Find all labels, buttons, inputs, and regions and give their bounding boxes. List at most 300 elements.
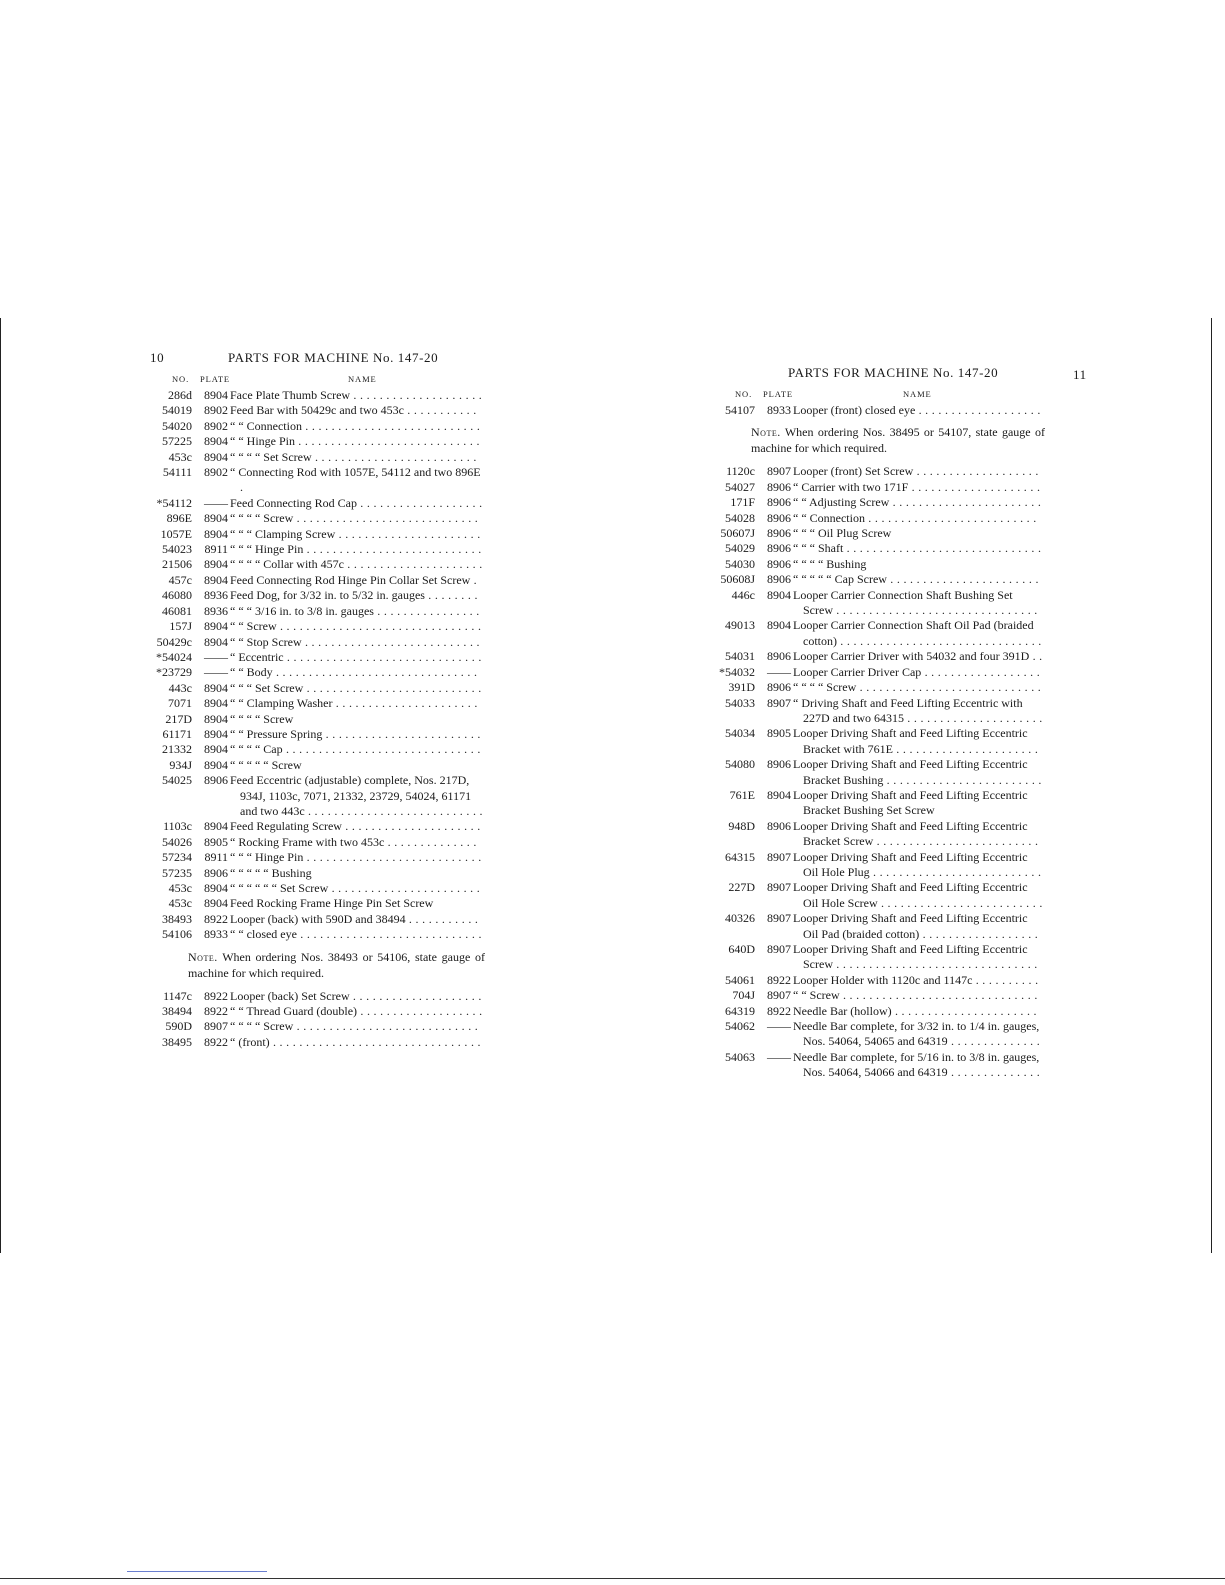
part-name xyxy=(228,635,485,650)
part-row xyxy=(150,881,485,896)
part-row xyxy=(713,696,1045,727)
plate-number: —— xyxy=(204,665,228,680)
part-row xyxy=(713,588,1045,619)
leader-dots: . . . . . . . . . . . . . . . . . . . . . . . . . . . . . . . . xyxy=(269,1034,481,1049)
running-title: PARTS FOR MACHINE No. 147-20 xyxy=(788,365,999,380)
note-text: When ordering Nos. 38495 or 54107, state gauge of machine for which required. xyxy=(751,425,1045,456)
plate-number: 8936 xyxy=(204,588,228,603)
leader-dots: . . . . . . . . . . . . . . . . . . . . . xyxy=(343,557,483,572)
part-number: 54026 xyxy=(162,834,192,849)
plate-number: 8907 xyxy=(767,880,791,895)
part-name xyxy=(228,681,485,696)
column-header-no: NO. xyxy=(735,389,753,399)
plate-number: 8904 xyxy=(204,757,228,772)
leader-dots: . xyxy=(240,480,244,495)
scan-bottom-line xyxy=(0,1578,1225,1579)
leader-dots: . . . . . . . . . . . . . . . . . . . . . xyxy=(904,710,1043,725)
part-row xyxy=(150,588,485,603)
part-number: 54023 xyxy=(162,542,192,557)
leader-dots: . . . . . . . . . . . . . . . . . . . . . . . xyxy=(886,572,1039,587)
leader-dots: . . . . . . . . . . . . . . . . . . . . . . . . . . xyxy=(864,510,1037,525)
part-name-text: “ “ Connection xyxy=(793,510,865,525)
leader-dots: . . . . . . . . . . . . . . . . . . . . . . xyxy=(335,526,481,541)
part-row xyxy=(713,495,1045,510)
plate-number: 8907 xyxy=(767,911,791,926)
part-number: 934J xyxy=(169,757,192,772)
part-number: 21506 xyxy=(162,557,192,572)
leader-dots: . . . . . . . . . . . . . . . . . . . . . . . . . . . xyxy=(303,542,482,557)
part-row xyxy=(150,696,485,711)
plate-number: 8911 xyxy=(204,850,228,865)
plate-number: 8905 xyxy=(204,834,228,849)
part-number: 21332 xyxy=(162,742,192,757)
part-name xyxy=(791,1019,1045,1050)
leader-dots: . . . . . . . . . . . . . . . . . . . . . xyxy=(341,819,481,834)
part-name-text: Face Plate Thumb Screw xyxy=(230,388,351,402)
part-name-text: Looper Driving Shaft and Feed Lifting Eccentric Screw xyxy=(793,942,1028,972)
part-name-text: “ “ Adjusting Screw xyxy=(793,495,890,510)
page-edge-left xyxy=(0,318,1,1253)
part-number: 7071 xyxy=(168,696,192,711)
part-number: 50429c xyxy=(156,634,192,649)
plate-number: 8904 xyxy=(204,711,228,726)
part-row xyxy=(713,1050,1045,1081)
part-name-text: Looper Holder with 1120c and 1147c xyxy=(793,972,973,987)
part-name-text: Looper Carrier Driver with 54032 and four 391D xyxy=(793,649,1030,664)
part-number: 57235 xyxy=(162,865,192,880)
part-row xyxy=(150,1035,485,1050)
column-header-name: NAME xyxy=(348,374,377,384)
part-row xyxy=(150,850,485,865)
part-name xyxy=(791,680,1045,695)
part-name-text: Looper Carrier Driver Cap xyxy=(793,664,922,679)
note-label: Note. xyxy=(751,425,781,440)
part-name-text: “ “ Clamping Washer xyxy=(230,696,333,711)
part-name xyxy=(228,1035,485,1050)
part-name xyxy=(228,773,485,819)
plate-number: —— xyxy=(767,1019,791,1034)
part-name-text: “ “ “ “ “ Cap Screw xyxy=(793,572,887,587)
part-row xyxy=(713,557,1045,572)
plate-number: 8904 xyxy=(204,557,228,572)
part-number: 1120c xyxy=(726,464,755,479)
plate-number: 8922 xyxy=(767,1003,791,1018)
part-number: *54032 xyxy=(719,664,755,679)
part-row xyxy=(150,758,485,773)
part-name-text: Needle Bar complete, for 3/32 in. to 1/4 in. gauges, Nos. 54064, 54065 and 64319 xyxy=(793,1019,1040,1049)
part-number: 54061 xyxy=(725,972,755,987)
part-name-text: Needle Bar complete, for 5/16 in. to 3/8 in. gauges, Nos. 54064, 54066 and 64319 xyxy=(793,1049,1040,1080)
part-name xyxy=(228,881,485,896)
leader-dots: . . . . . . . . . . . xyxy=(403,403,477,418)
part-number: 46081 xyxy=(162,603,192,618)
plate-number: 8904 xyxy=(204,634,228,649)
part-name-text: “ “ Thread Guard (double) xyxy=(230,1004,358,1019)
leader-dots: . . . . . . . . . . . . . . . . . . xyxy=(919,926,1039,941)
part-row xyxy=(150,465,485,496)
leader-dots: . . . . . . . . . . . . . . . . . . . . . . . . . . . . xyxy=(296,927,482,942)
plate-number: 8904 xyxy=(204,881,228,895)
part-row xyxy=(150,835,485,850)
part-number: 54063 xyxy=(725,1049,755,1064)
leader-dots: . . . . . . . . . . . . . . . . . . . . . . . . . . . . . . xyxy=(283,649,482,664)
part-number: 286d xyxy=(168,388,192,402)
part-number: 1057E xyxy=(160,526,192,541)
plate-number: 8904 xyxy=(767,587,791,602)
part-name-text: “ “ Connection xyxy=(230,418,302,433)
part-name xyxy=(791,618,1045,649)
part-name xyxy=(228,989,485,1004)
part-number: 54029 xyxy=(725,541,755,556)
plate-number: 8904 xyxy=(204,696,228,711)
column-header-name: NAME xyxy=(903,389,932,399)
part-name-text: “ “ “ “ Set Screw xyxy=(230,449,312,464)
note xyxy=(150,949,485,981)
leader-dots: . . . . . . . . . . . . . . . . . . . . . . . . . . . . xyxy=(293,511,479,526)
part-number: 54028 xyxy=(725,510,755,525)
part-row xyxy=(713,649,1045,664)
leader-dots: . . . . . . . . . . . . . . . . . . . . . . . . . . . xyxy=(304,803,483,818)
plate-number: 8904 xyxy=(204,449,228,464)
part-name xyxy=(791,942,1045,973)
part-name xyxy=(228,665,485,680)
part-number: 896E xyxy=(166,511,192,526)
part-name xyxy=(791,1050,1045,1081)
part-number: *54024 xyxy=(156,649,192,664)
leader-dots: . . . . . . . . . . . . . . . . . . . . . . . xyxy=(889,495,1042,510)
part-number: 761E xyxy=(729,787,755,802)
part-number: 1147c xyxy=(163,988,192,1003)
leader-dots: . . . . . . . . . . . . . . . . . . . . . . . . . . . xyxy=(301,418,481,433)
part-name-text: Looper Carrier Connection Shaft Oil Pad (braided cotton) xyxy=(793,618,1034,648)
part-name-text: “ “ “ “ Collar with 457c xyxy=(230,557,344,572)
part-name-text: Looper (back) with 590D and 38494 xyxy=(230,911,406,926)
part-name-text: Looper (back) Set Screw xyxy=(230,988,350,1003)
part-name xyxy=(228,819,485,834)
leader-dots: . . . . . . . . . . . . . . . . . . . . . . . . xyxy=(883,772,1042,787)
leader-dots: . . . . . . . . . . . . . . . . . . xyxy=(921,664,1041,679)
part-name xyxy=(791,911,1045,942)
part-name-text: “ Connecting Rod with 1057E, 54112 and two 896E xyxy=(230,465,481,480)
leader-dots: . . . . . . . . . . . . . . . . . . . . . . . . . . . . . . xyxy=(839,988,1038,1003)
plate-number: —— xyxy=(767,664,791,679)
part-number: 453c xyxy=(168,896,192,911)
part-name xyxy=(791,541,1045,556)
part-number: *23729 xyxy=(156,665,192,680)
leader-dots: . . . . . . . . . . . . . . xyxy=(947,1034,1041,1049)
part-row xyxy=(150,527,485,542)
leader-dots: . . xyxy=(1029,649,1043,664)
part-name xyxy=(228,419,485,434)
part-name-text: “ “ closed eye xyxy=(230,927,297,942)
page-edge-right xyxy=(1211,318,1212,1253)
part-name xyxy=(791,649,1045,664)
part-row xyxy=(713,988,1045,1003)
plate-number: 8922 xyxy=(767,972,791,987)
part-name xyxy=(228,388,485,403)
part-name-text: Feed Connecting Rod Hinge Pin Collar Set Screw xyxy=(230,572,471,587)
part-number: 54025 xyxy=(162,773,192,788)
plate-number: 8933 xyxy=(204,927,228,942)
part-name xyxy=(228,496,485,511)
part-row xyxy=(150,896,485,911)
parts-list-continued xyxy=(713,464,1045,1080)
part-row xyxy=(150,712,485,727)
part-name xyxy=(228,604,485,619)
part-name-text: “ Rocking Frame with two 453c xyxy=(230,834,385,849)
part-name-text: “ “ “ “ “ “ Set Screw xyxy=(230,881,329,895)
part-number: 54020 xyxy=(162,418,192,433)
part-name xyxy=(791,495,1045,510)
part-name-text: Looper Driving Shaft and Feed Lifting Eccentric Oil Hole Plug xyxy=(793,849,1028,879)
part-row xyxy=(713,757,1045,788)
part-name xyxy=(791,572,1045,587)
part-row xyxy=(150,434,485,449)
part-number: 54027 xyxy=(725,479,755,494)
parts-list-continued xyxy=(150,989,485,1051)
part-name xyxy=(228,850,485,865)
part-name xyxy=(228,912,485,927)
part-name xyxy=(791,1004,1045,1019)
plate-number: 8902 xyxy=(204,403,228,418)
part-row xyxy=(150,665,485,680)
part-number: 391D xyxy=(728,680,755,695)
scan-blue-mark xyxy=(127,1571,267,1572)
part-row xyxy=(150,619,485,634)
part-row xyxy=(150,742,485,757)
part-number: 54019 xyxy=(162,403,192,418)
column-header-no: NO. xyxy=(172,374,190,384)
part-name-text: Looper Driving Shaft and Feed Lifting Eccentric Bracket with 761E xyxy=(793,726,1028,756)
part-name: “ “ “ “ Screw xyxy=(230,711,294,726)
part-row xyxy=(713,973,1045,988)
part-name-text: “ (front) xyxy=(230,1034,270,1049)
part-number: 157J xyxy=(169,619,192,634)
plate-number: 8922 xyxy=(204,1004,228,1019)
plate-number: 8904 xyxy=(204,742,228,757)
part-number: 40326 xyxy=(725,911,755,926)
part-number: 54080 xyxy=(725,757,755,772)
part-name-text: “ “ “ Hinge Pin xyxy=(230,542,304,557)
part-name-text: “ “ “ “ Screw xyxy=(230,1019,294,1034)
part-number: 54031 xyxy=(725,649,755,664)
leader-dots: . . . . . . . . . . . . . . . . . . . xyxy=(357,1004,483,1019)
plate-number: 8904 xyxy=(204,388,228,402)
plate-number: 8906 xyxy=(767,510,791,525)
part-name: “ “ “ “ “ Screw xyxy=(230,757,302,772)
plate-number: 8906 xyxy=(767,495,791,510)
part-name xyxy=(228,465,485,496)
leader-dots: . . . . . . . . . . . . . . . . . . . . . . . . . . . . . . xyxy=(843,541,1042,556)
part-number: 704J xyxy=(732,988,755,1003)
page-number: 10 xyxy=(150,350,165,365)
part-row xyxy=(150,388,485,403)
part-name xyxy=(791,588,1045,619)
part-number: 453c xyxy=(168,449,192,464)
plate-number: 8907 xyxy=(767,695,791,710)
part-name xyxy=(228,403,485,418)
leader-dots: . . . . . . . . . . . . . . . . . . . . . . . . xyxy=(322,726,481,741)
part-number: 217D xyxy=(165,711,192,726)
part-name: “ “ “ “ “ Bushing xyxy=(230,865,312,880)
plate-number: 8906 xyxy=(767,526,791,541)
part-name xyxy=(228,696,485,711)
part-name-text: “ “ “ “ Cap xyxy=(230,742,283,757)
part-name xyxy=(791,511,1045,526)
note-text: When ordering Nos. 38493 or 54106, state gauge of machine for which required. xyxy=(188,949,485,980)
part-name: “ “ “ Oil Plug Screw xyxy=(793,526,892,541)
part-row xyxy=(150,989,485,1004)
part-name-text: “ “ “ 3/16 in. to 3/8 in. gauges xyxy=(230,603,374,618)
part-number: 54106 xyxy=(162,927,192,942)
plate-number: 8906 xyxy=(767,649,791,664)
plate-number: 8904 xyxy=(204,680,228,695)
part-row xyxy=(713,480,1045,495)
part-number: 50607J xyxy=(720,526,755,541)
part-row xyxy=(713,880,1045,911)
leader-dots: . . . . . . . . . . . . . . . . . . . . . . . . . . . xyxy=(303,850,482,865)
plate-number: 8905 xyxy=(767,726,791,741)
part-name-text: “ “ “ Set Screw xyxy=(230,680,304,695)
part-name-text: “ “ Body xyxy=(230,665,273,680)
part-name-text: Feed Eccentric (adjustable) complete, Nos. 217D, 934J, 1103c, 7071, 21332, 23729, 54024, 61171 and two 443c xyxy=(230,773,472,818)
part-row xyxy=(150,819,485,834)
part-name-text: “ “ “ “ Screw xyxy=(230,511,294,526)
plate-number: 8904 xyxy=(204,819,228,834)
part-name-text: “ “ “ Clamping Screw xyxy=(230,526,336,541)
leader-dots: . . . . . . . . . . . . . . . . . . . . xyxy=(349,988,482,1003)
part-name-text: Looper (front) Set Screw xyxy=(793,464,914,479)
part-row xyxy=(713,511,1045,526)
leader-dots: . . . . . . . . . . . . . . . . . . . . . . . . . . . . . . . xyxy=(837,633,1042,648)
part-row xyxy=(150,604,485,619)
leader-dots: . . . . . . . . . . . . . . . . . . . . . . . . . . . . xyxy=(293,1019,479,1034)
part-row xyxy=(713,942,1045,973)
part-name xyxy=(791,403,1045,418)
part-name-text: “ Carrier with two 171F xyxy=(793,479,909,494)
part-name-text: “ “ “ Shaft xyxy=(793,541,844,556)
column-header-plate: PLATE xyxy=(200,374,230,384)
part-name xyxy=(228,511,485,526)
leader-dots: . . . . . . . . . . . . . . . . . . . . . . . . . . . xyxy=(303,680,482,695)
part-number: 54030 xyxy=(725,556,755,571)
leader-dots: . . . . . . . . . . . . . . . . . . . xyxy=(356,495,483,510)
part-row xyxy=(150,1004,485,1019)
part-row xyxy=(150,403,485,418)
part-name xyxy=(228,1004,485,1019)
part-number: 54107 xyxy=(725,403,755,417)
plate-number: 8907 xyxy=(767,464,791,479)
part-number: 590D xyxy=(165,1019,192,1034)
parts-list xyxy=(150,388,485,943)
plate-number: 8904 xyxy=(204,434,228,449)
part-name xyxy=(228,927,485,942)
part-name xyxy=(791,757,1045,788)
leader-dots: . . . . . . . . . . . xyxy=(405,911,479,926)
part-row xyxy=(150,650,485,665)
plate-number: 8904 xyxy=(204,726,228,741)
part-name xyxy=(228,542,485,557)
part-row xyxy=(150,496,485,511)
plate-number: 8906 xyxy=(767,680,791,695)
plate-number: 8906 xyxy=(767,818,791,833)
part-name-text: “ Driving Shaft and Feed Lifting Eccentric with 227D and two 64315 xyxy=(793,695,1023,725)
part-name-text: Feed Dog, for 3/32 in. to 5/32 in. gauges xyxy=(230,588,425,603)
part-name xyxy=(228,588,485,603)
part-row xyxy=(150,727,485,742)
part-row xyxy=(713,541,1045,556)
part-name-text: Looper Driving Shaft and Feed Lifting Eccentric Bracket Screw xyxy=(793,818,1028,849)
part-name-text: Looper Driving Shaft and Feed Lifting Eccentric Bracket Bushing xyxy=(793,757,1028,787)
part-name xyxy=(228,573,485,588)
leader-dots: . . . . . . . . . . xyxy=(972,972,1039,987)
plate-number: 8904 xyxy=(767,618,791,633)
note-label: Note. xyxy=(188,949,218,964)
plate-number: 8904 xyxy=(204,619,228,634)
leader-dots: . . . . . . . . . . . . . . . . . . . . . . . . . . . . . . . xyxy=(276,619,482,634)
part-row xyxy=(713,1019,1045,1050)
part-number: 54033 xyxy=(725,695,755,710)
part-row xyxy=(713,788,1045,819)
plate-number: 8906 xyxy=(767,479,791,494)
part-row xyxy=(150,557,485,572)
leader-dots: . . . . . . . . . . . . . . . . xyxy=(373,603,480,618)
part-number: 54111 xyxy=(162,465,192,480)
plate-number: 8922 xyxy=(204,1034,228,1049)
part-number: *54112 xyxy=(156,495,192,510)
running-head xyxy=(150,348,485,372)
part-name-text: “ “ Hinge Pin xyxy=(230,434,295,449)
part-number: 38493 xyxy=(162,911,192,926)
part-name-text: “ “ “ Hinge Pin xyxy=(230,850,304,865)
part-number: 171F xyxy=(730,495,755,510)
part-name-text: “ “ Stop Screw xyxy=(230,634,302,649)
plate-number: 8933 xyxy=(767,403,791,417)
part-name-text: “ Eccentric xyxy=(230,649,284,664)
plate-number: 8906 xyxy=(204,865,228,880)
leader-dots: . . . . . . . . . . . . . . xyxy=(384,834,477,849)
leader-dots: . . . . . . . . . . . . . . . . . . . . . . . . . . . . . . xyxy=(282,742,481,757)
part-number: 1103c xyxy=(163,819,192,834)
part-number: 64319 xyxy=(725,1003,755,1018)
note xyxy=(713,424,1045,456)
part-row xyxy=(150,635,485,650)
leader-dots: . . . . . . . . . . . . . . . . . . . . . . . . . . . . xyxy=(856,680,1042,695)
part-row xyxy=(713,726,1045,757)
plate-number: —— xyxy=(204,495,228,510)
part-name xyxy=(791,973,1045,988)
leader-dots: . . . . . . . . . . . . . . . . . . . . xyxy=(350,388,483,402)
parts-list xyxy=(713,403,1045,418)
part-number: 57225 xyxy=(162,434,192,449)
running-title: PARTS FOR MACHINE No. 147-20 xyxy=(228,350,439,365)
part-name xyxy=(228,742,485,757)
part-number: 64315 xyxy=(725,849,755,864)
part-row xyxy=(713,464,1045,479)
plate-number: —— xyxy=(767,1049,791,1064)
part-name xyxy=(791,726,1045,757)
part-name-text: “ “ Pressure Spring xyxy=(230,726,323,741)
plate-number: 8904 xyxy=(204,526,228,541)
part-row xyxy=(150,773,485,819)
leader-dots: . . . . . . . . . . . . . . . . . . . . . . . . . xyxy=(877,895,1043,910)
plate-number: 8907 xyxy=(204,1019,228,1034)
part-name xyxy=(228,527,485,542)
leader-dots: . . . . . . . . . . . . . . xyxy=(947,1065,1041,1080)
part-row xyxy=(713,850,1045,881)
leader-dots: . . . . . . . . . . . . . . . . . . . . . . . xyxy=(328,881,481,895)
part-row xyxy=(713,1004,1045,1019)
